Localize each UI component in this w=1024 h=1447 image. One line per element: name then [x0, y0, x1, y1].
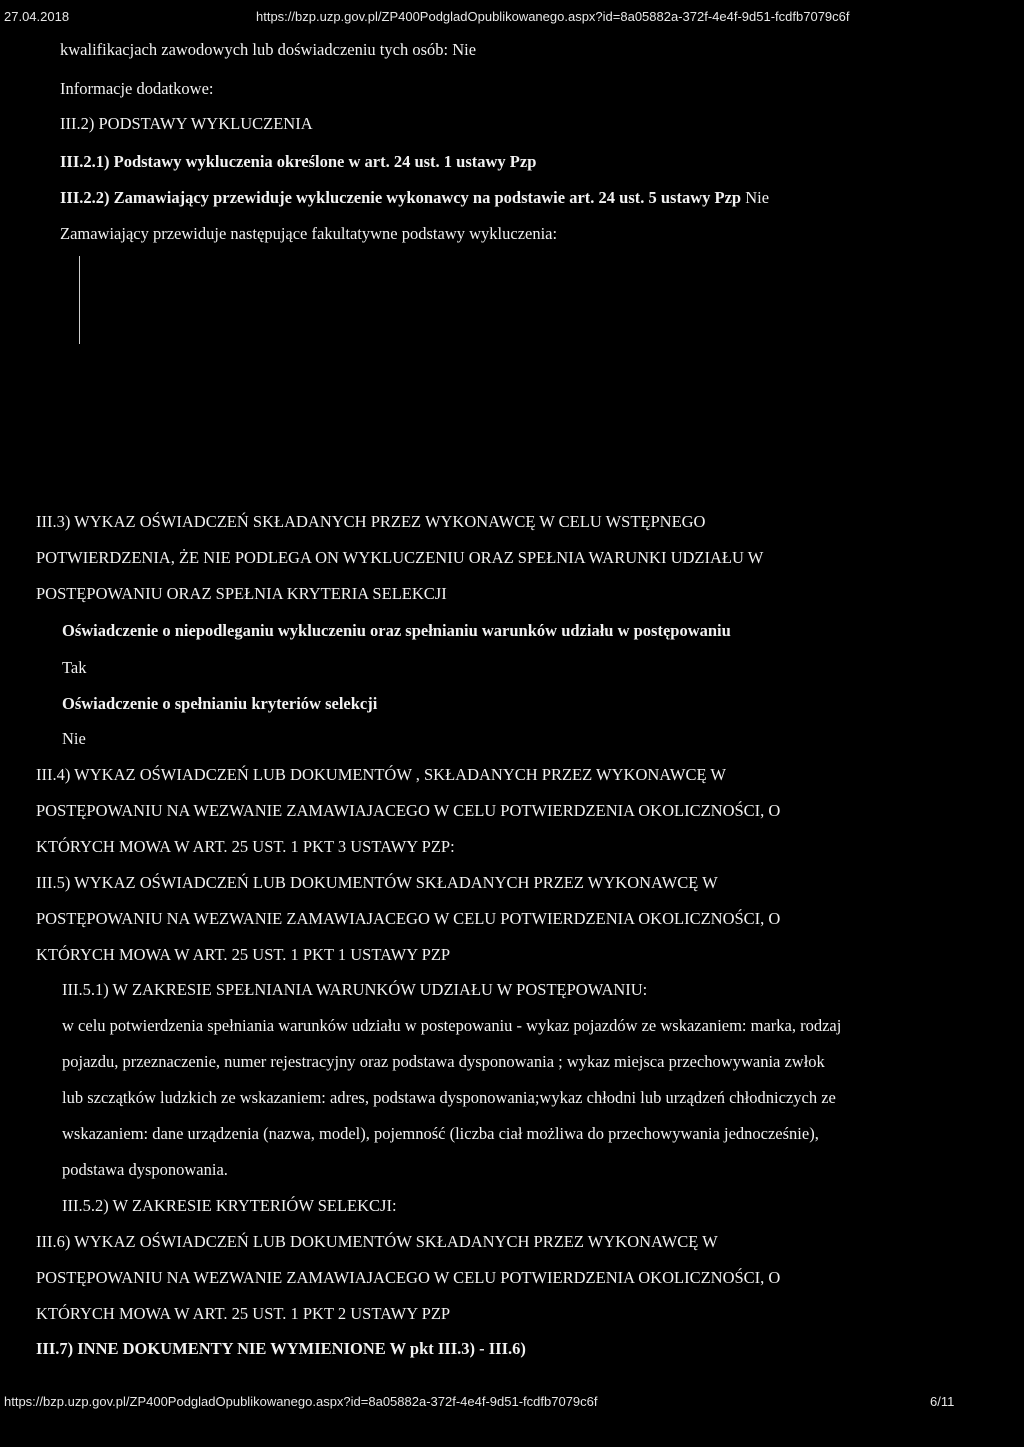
- section-heading: POSTĘPOWANIU ORAZ SPEŁNIA KRYTERIA SELEKCJI: [36, 584, 447, 603]
- answer-value: Nie: [62, 729, 86, 748]
- text-line: Informacje dodatkowe:: [60, 79, 214, 98]
- statement-label: Oświadczenie o niepodleganiu wykluczeniu oraz spełnianiu warunków udziału w postępowaniu: [62, 621, 731, 640]
- section-heading: POSTĘPOWANIU NA WEZWANIE ZAMAWIAJACEGO W CELU POTWIERDZENIA OKOLICZNOŚCI, O: [36, 1268, 781, 1287]
- subsection-heading: III.2.2) Zamawiający przewiduje wykluczenie wykonawcy na podstawie art. 24 ust. 5 ustawy Pzp: [60, 188, 742, 207]
- subsection-heading: III.5.2) W ZAKRESIE KRYTERIÓW SELEKCJI:: [62, 1196, 397, 1215]
- body-text: wskazaniem: dane urządzenia (nazwa, model), pojemność (liczba ciał możliwa do przechowywania jednocześnie),: [62, 1124, 819, 1143]
- text-line: [60, 188, 769, 208]
- text-line: Zamawiający przewiduje następujące fakultatywne podstawy wykluczenia:: [60, 224, 558, 243]
- section-heading: POSTĘPOWANIU NA WEZWANIE ZAMAWIAJACEGO W CELU POTWIERDZENIA OKOLICZNOŚCI, O: [36, 909, 781, 928]
- section-heading: KTÓRYCH MOWA W ART. 25 UST. 1 PKT 2 USTAWY PZP: [36, 1304, 451, 1323]
- section-heading: III.2) PODSTAWY WYKLUCZENIA: [60, 114, 313, 133]
- section-heading: KTÓRYCH MOWA W ART. 25 UST. 1 PKT 1 USTAWY PZP: [36, 945, 451, 964]
- section-heading: III.7) INNE DOKUMENTY NIE WYMIENIONE W pkt III.3) - III.6): [36, 1339, 526, 1358]
- text-line: kwalifikacjach zawodowych lub doświadczeniu tych osób: Nie: [60, 40, 477, 59]
- empty-field-border: [79, 256, 80, 344]
- answer-value: Nie: [745, 188, 770, 207]
- body-text: w celu potwierdzenia spełniania warunków udziału w postepowaniu - wykaz pojazdów ze wskazaniem: marka, rodzaj: [62, 1016, 842, 1035]
- footer-url: https://bzp.uzp.gov.pl/ZP400PodgladOpublikowanego.aspx?id=8a05882a-372f-4e4f-9d51-fcdfb7079c6f: [4, 1394, 598, 1409]
- subsection-heading: III.2.1) Podstawy wykluczenia określone w art. 24 ust. 1 ustawy Pzp: [60, 152, 537, 171]
- section-heading: III.3) WYKAZ OŚWIADCZEŃ SKŁADANYCH PRZEZ WYKONAWCĘ W CELU WSTĘPNEGO: [36, 512, 706, 531]
- body-text: lub szczątków ludzkich ze wskazaniem: adres, podstawa dysponowania;wykaz chłodni lub urządzeń chłodniczych ze: [62, 1088, 836, 1107]
- subsection-heading: III.5.1) W ZAKRESIE SPEŁNIANIA WARUNKÓW UDZIAŁU W POSTĘPOWANIU:: [62, 980, 648, 999]
- section-heading: III.6) WYKAZ OŚWIADCZEŃ LUB DOKUMENTÓW SKŁADANYCH PRZEZ WYKONAWCĘ W: [36, 1232, 718, 1251]
- statement-label: Oświadczenie o spełnianiu kryteriów selekcji: [62, 694, 378, 713]
- answer-value: Tak: [62, 658, 87, 677]
- body-text: podstawa dysponowania.: [62, 1160, 228, 1179]
- section-heading: POSTĘPOWANIU NA WEZWANIE ZAMAWIAJACEGO W CELU POTWIERDZENIA OKOLICZNOŚCI, O: [36, 801, 781, 820]
- header-url: https://bzp.uzp.gov.pl/ZP400PodgladOpublikowanego.aspx?id=8a05882a-372f-4e4f-9d51-fcdfb7079c6f: [256, 9, 850, 24]
- print-date: 27.04.2018: [4, 9, 70, 24]
- section-heading: POTWIERDZENIA, ŻE NIE PODLEGA ON WYKLUCZENIU ORAZ SPEŁNIA WARUNKI UDZIAŁU W: [36, 548, 764, 567]
- body-text: pojazdu, przeznaczenie, numer rejestracyjny oraz podstawa dysponowania ; wykaz miejsca przechowywania zwłok: [62, 1052, 825, 1071]
- page-number: 6/11: [930, 1394, 955, 1409]
- section-heading: III.4) WYKAZ OŚWIADCZEŃ LUB DOKUMENTÓW , SKŁADANYCH PRZEZ WYKONAWCĘ W: [36, 765, 726, 784]
- section-heading: KTÓRYCH MOWA W ART. 25 UST. 1 PKT 3 USTAWY PZP:: [36, 837, 455, 856]
- section-heading: III.5) WYKAZ OŚWIADCZEŃ LUB DOKUMENTÓW SKŁADANYCH PRZEZ WYKONAWCĘ W: [36, 873, 718, 892]
